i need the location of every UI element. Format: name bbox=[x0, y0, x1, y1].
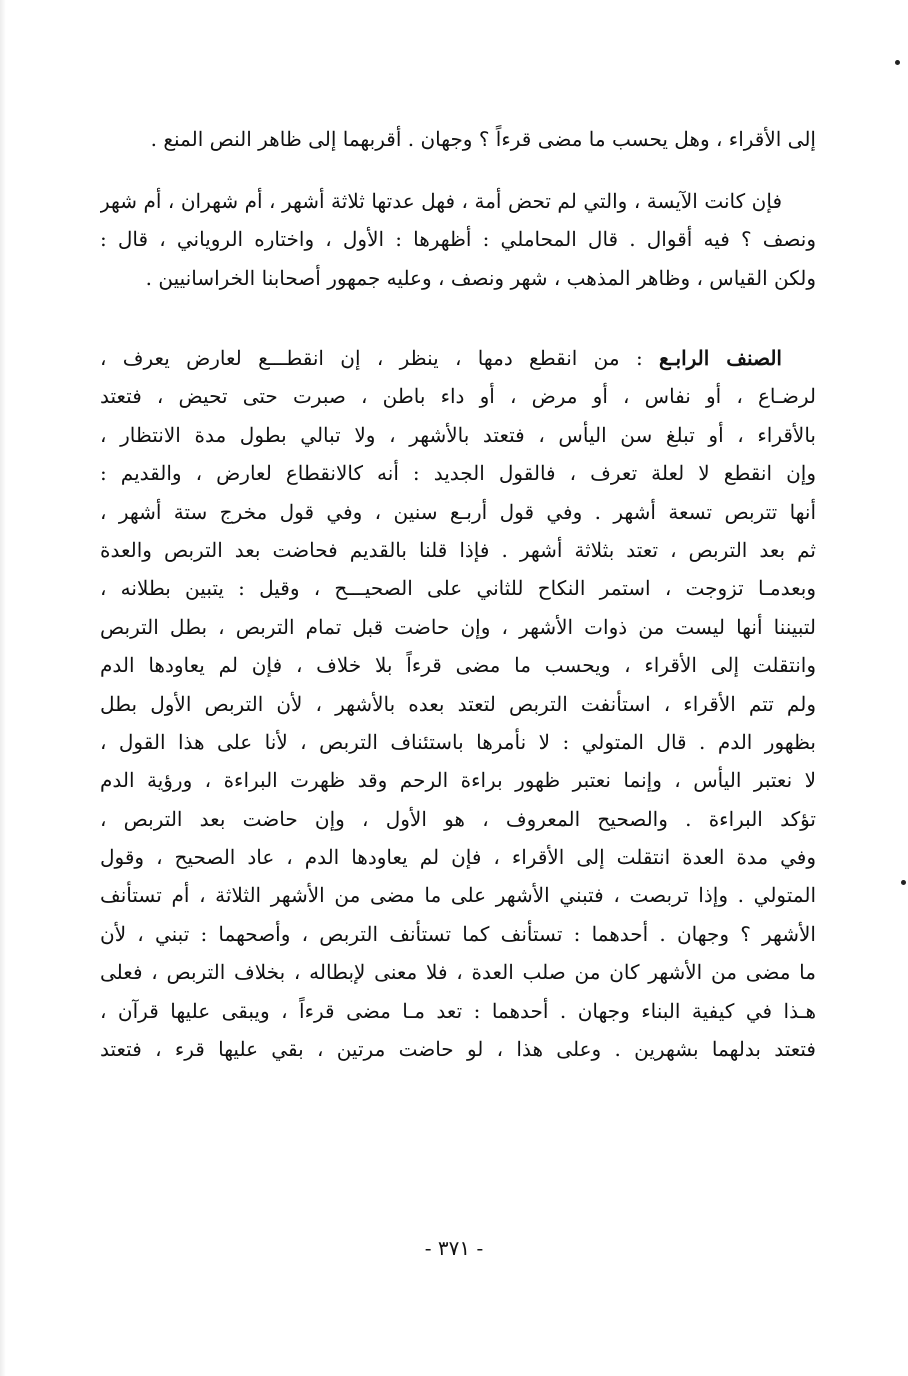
paragraph-2-line-3: ولكن القياس ، وظاهر المذهب ، شهر ونصف ، وعليه جمهور أصحابنا الخراسانيين . bbox=[145, 265, 816, 290]
paragraph-3-line-1-rest: : من انقطع دمها ، ينظر ، إن انقطـــع لعارض يعرف ، bbox=[100, 346, 643, 370]
paragraph-1-line-1: إلى الأقراء ، وهل يحسب ما مضى قرءاً ؟ وجهان . أقربهما إلى ظاهر النص المنع . bbox=[150, 127, 816, 151]
paragraph-1 bbox=[100, 120, 816, 158]
paragraph-3-line-19: فتعتد بدلهما بشهرين . وعلى هذا ، لو حاضت مرتين ، بقي عليها قرء ، فتعتد bbox=[100, 1037, 816, 1062]
paragraph-3-line-2: لرضـاع ، أو نفاس ، أو مرض ، أو داء باطن ، صبرت حتى تحيض ، فتعتد bbox=[100, 384, 816, 409]
margin-dot-middle bbox=[901, 880, 906, 885]
margin-dot-top bbox=[895, 60, 900, 65]
paragraph-3-line-3: بالأقراء ، أو تبلغ سن اليأس ، فتعتد بالأشهر ، ولا تبالي بطول مدة الانتظار ، bbox=[100, 422, 816, 447]
paragraph-3-line-16: الأشهر ؟ وجهان . أحدهما : تستأنف كما تستأنف التربص ، وأصحهما : تبني ، لأن bbox=[100, 921, 816, 946]
paragraph-3-line-1 bbox=[100, 339, 816, 377]
paragraph-3-line-8: لتبيننا أنها ليست من ذوات الأشهر ، وإن حاضت قبل تمام التربص ، بطل التربص bbox=[100, 614, 816, 639]
section-heading: الصنف الرابـع bbox=[659, 346, 782, 370]
page-number: - ٣٧١ - bbox=[424, 1236, 484, 1260]
paragraph-3-line-4: وإن انقطع لا لعلة تعرف ، فالقول الجديد : أنه كالانقطاع لعارض ، والقديم : bbox=[100, 461, 816, 486]
paragraph-3-line-18: هـذا في كيفية البناء وجهان . أحدهما : تعد مـا مضى قرءاً ، ويبقى عليها قرآن ، bbox=[100, 998, 816, 1023]
paragraph-3-line-14: وفي مدة العدة انتقلت إلى الأقراء ، فإن لم يعاودها الدم ، عاد الصحيح ، وقول bbox=[100, 845, 816, 870]
paragraph-3-line-13: تؤكد البراءة . والصحيح المعروف ، هو الأول ، وإن حاضت بعد التربص ، bbox=[100, 806, 816, 831]
paragraph-3-line-15: المتولي . وإذا تربصت ، فتبني الأشهر على ما مضى من الأشهر الثلاثة ، أم تستأنف bbox=[100, 883, 816, 908]
paragraph-3-line-5: أنها تتربص تسعة أشهر . وفي قول أربـع سنين ، وفي قول مخرج ستة أشهر ، bbox=[100, 499, 816, 524]
paragraph-3-line-9: وانتقلت إلى الأقراء ، ويحسب ما مضى قرءاً بلا خلاف ، فإن لم يعاودها الدم bbox=[100, 653, 816, 678]
paragraph-3-line-11: بظهور الدم . قال المتولي : لا نأمرها باستئناف التربص ، لأنا على هذا القول ، bbox=[100, 729, 816, 754]
paragraph-3-line-6: ثم بعد التربص ، تعتد بثلاثة أشهر . فإذا قلنا بالقديم فحاضت بعد التربص والعدة bbox=[100, 537, 816, 562]
paragraph-2-line-1: فإن كانت الآيسة ، والتي لم تحض أمة ، فهل عدتها ثلاثة أشهر ، أم شهران ، أم شهر bbox=[100, 189, 782, 213]
paragraph-2 bbox=[100, 182, 816, 297]
paragraph-3-line-7: وبعدمـا تزوجت ، استمر النكاح للثاني على الصحيـــح ، وقيل : يتبين بطلانه ، bbox=[100, 576, 816, 601]
paragraph-3-line-10: ولم تتم الأقراء ، استأنفت التربص لتعتد بعده بالأشهر ، لأن التربص الأول بطل bbox=[100, 691, 816, 716]
page-edge-shadow bbox=[0, 0, 6, 1376]
paragraph-3-line-12: لا نعتبر اليأس ، وإنما نعتبر ظهور براءة الرحم وقد ظهرت البراءة ، ورؤية الدم bbox=[100, 768, 816, 793]
paragraph-3-line-17: ما مضى من الأشهر كان من صلب العدة ، فلا معنى لإبطاله ، بخلاف التربص ، فعلى bbox=[100, 960, 816, 985]
paragraph-3 bbox=[100, 339, 816, 1068]
paragraph-2-line-2: ونصف ؟ فيه أقوال . قال المحاملي : أظهرها : الأول ، واختاره الروياني ، قال : bbox=[100, 227, 816, 252]
